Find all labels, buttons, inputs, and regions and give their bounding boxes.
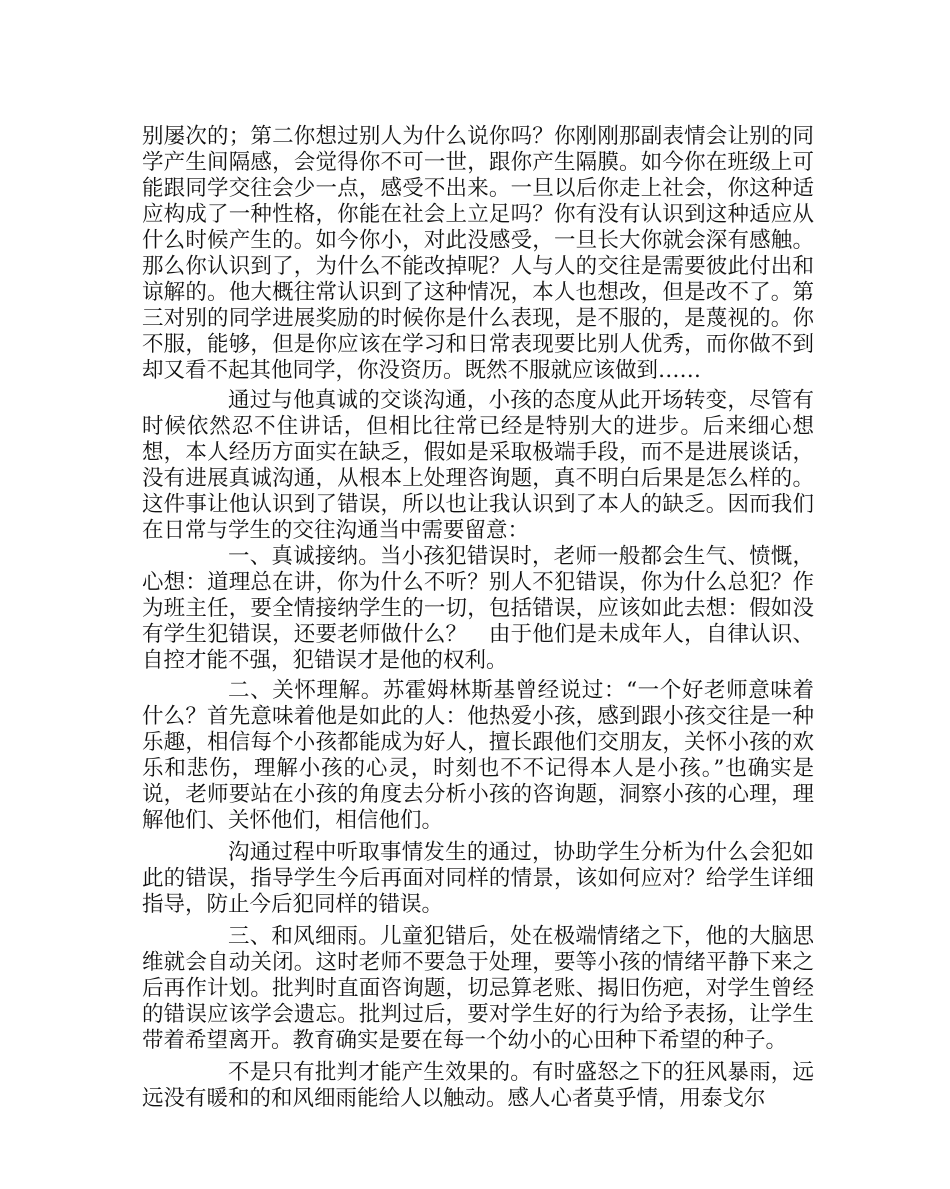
- paragraph-6: 三、和风细雨。儿童犯错后，处在极端情绪之下，他的大脑思维就会自动关闭。这时老师不要急于处理，要等小孩的情绪平静下来之后再作计划。批判时直面咨询题，切忌算老账、揭旧伤疤，对学生曾经的错误应该学会遗忘。批判过后，要对学生好的行为给予表扬，让学生带着希望离开。教育确实是要在每一个幼小的心田种下希望的种子。: [142, 924, 814, 1053]
- paragraph-1: 别屡次的；第二你想过别人为什么说你吗？你刚刚那副表情会让别的同学产生间隔感，会觉得你不可一世，跟你产生隔膜。如今你在班级上可能跟同学交往会少一点，感受不出来。一旦以后你走上社会，你这种适应构成了一种性格，你能在社会上立足吗？你有没有认识到这种适应从什么时候产生的。如今你小，对此没感受，一旦长大你就会深有感触。那么你认识到了，为什么不能改掉呢？人与人的交往是需要彼此付出和谅解的。他大概往常认识到了这种情况，本人也想改，但是改不了。第三对别的同学进展奖励的时候你是什么表现，是不服的，是蔑视的。你不服，能够，但是你应该在学习和日常表现要比别人优秀，而你做不到却又看不起其他同学，你没资历。既然不服就应该做到……: [142, 124, 814, 383]
- paragraph-3: 一、真诚接纳。当小孩犯错误时，老师一般都会生气、愤慨，心想：道理总在讲，你为什么不听？别人不犯错误，你为什么总犯？作为班主任，要全情接纳学生的一切，包括错误，应该如此去想：假如没有学生犯错误，还要老师做什么？ 由于他们是未成年人，自律认识、自控才能不强，犯错误才是他的权利。: [142, 544, 814, 673]
- paragraph-4: 二、关怀理解。苏霍姆林斯基曾经说过：“一个好老师意味着什么？首先意味着他是如此的人：他热爱小孩，感到跟小孩交往是一种乐趣，相信每个小孩都能成为好人，擅长跟他们交朋友，关怀小孩的欢乐和悲伤，理解小孩的心灵，时刻也不不记得本人是小孩。”也确实是说，老师要站在小孩的角度去分析小孩的咨询题，洞察小孩的心理，理解他们、关怀他们，相信他们。: [142, 678, 814, 833]
- document-body: [142, 124, 814, 1112]
- paragraph-7: 不是只有批判才能产生效果的。有时盛怒之下的狂风暴雨，远远没有暖和的和风细雨能给人以触动。感人心者莫乎情，用泰戈尔: [142, 1060, 814, 1111]
- paragraph-5: 沟通过程中听取事情发生的通过，协助学生分析为什么会犯如此的错误，指导学生今后再面对同样的情景，该如何应对？给学生详细指导，防止今后犯同样的错误。: [142, 840, 814, 917]
- paragraph-2: 通过与他真诚的交谈沟通，小孩的态度从此开场转变，尽管有时候依然忍不住讲话，但相比往常已经是特别大的进步。后来细心想想，本人经历方面实在缺乏，假如是采取极端手段，而不是进展谈话，没有进展真诚沟通，从根本上处理咨询题，真不明白后果是怎么样的。这件事让他认识到了错误，所以也让我认识到了本人的缺乏。因而我们在日常与学生的交往沟通当中需要留意：: [142, 388, 814, 543]
